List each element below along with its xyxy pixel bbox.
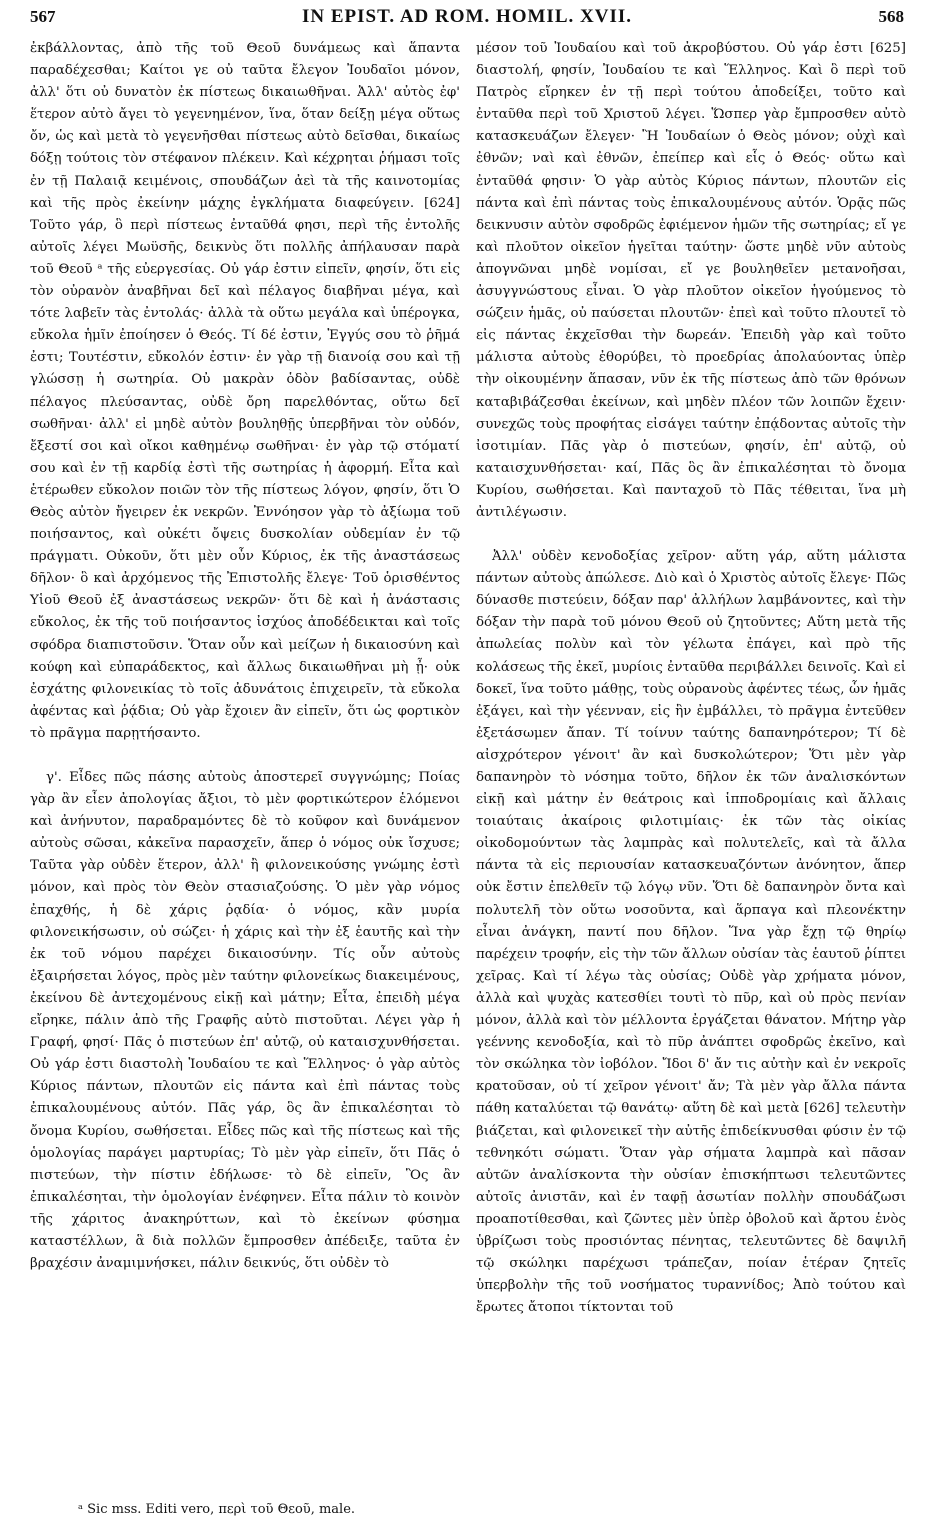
right-column xyxy=(476,38,906,1319)
right-paragraph-1: μέσον τοῦ Ἰουδαίου καὶ τοῦ ἀκροβύστου. Οὐ γάρ ἐστι [625] διαστολή, φησίν, Ἰουδαίου τε καὶ Ἕλληνος. Καὶ ὃ περὶ τοῦ Πατρὸς εἴρηκεν ἐν τῇ περὶ τούτου ἀποδείξει, τοῦτο καὶ ἐνταῦθα περὶ τοῦ Χριστοῦ λέγει. Ὥσπερ γὰρ ἔμπροσθεν αὐτὸ κατασκευάζων ἔλεγεν· Ἢ Ἰουδαίων ὁ Θεὸς μόνον; οὐχὶ καὶ ἐθνῶν; ναὶ καὶ ἐθνῶν, ἐπείπερ καὶ εἷς ὁ Θεός· οὕτω καὶ ἐνταῦθά φησιν· Ὁ γὰρ αὐτὸς Κύριος πάντων, πλουτῶν εἰς πάντα καὶ ἐπὶ πάντας τοὺς ἐπικαλουμένους αὐτόν. Ὁρᾷς πῶς δεικνυσιν αὐτὸν σφοδρῶς ἐφιέμενον ἡμῶν τῆς σωτηρίας; εἴ γε καὶ πλοῦτον οἰκεῖον ἡγεῖται ταύτην· ὥστε μηδὲ νῦν αὐτοὺς ἀπογνῶναι μηδὲ νομίσαι, εἴ γε βουληθεῖεν μετανοῆσαι, ἀσυγγνώστους εἶναι. Ὁ γὰρ πλοῦτον οἰκεῖον ἡγούμενος τὸ σώζειν ἡμᾶς, οὐ παύσεται πλουτῶν· ἐπεὶ καὶ τοῦτο πλουτεῖ τὸ εἰς πάντας ἐκχεῖσθαι τὴν δωρεάν. Ἐπειδὴ γὰρ καὶ τοῦτο μάλιστα αὐτοὺς ἐθορύβει, τὸ προεδρίας ἀπολαύοντας ὑπὲρ τὴν οἰκουμένην ἅπασαν, νῦν ἐκ τῆς πίστεως ἀπὸ τῶν θρόνων καταβιβάζεσθαι ἐκείνων, καὶ μηδὲν πλέον τῶν λοιπῶν ἔχειν· συνεχῶς τοὺς προφήτας εἰσάγει ταύτην ἐπᾴδοντας αὐτοῖς τὴν ἰσοτιμίαν. Πᾶς γὰρ ὁ πιστεύων, φησίν, ἐπ' αὐτῷ, οὐ καταισχυνθήσεται· καί, Πᾶς ὃς ἂν ἐπικαλέσηται τὸ ὄνομα Κυρίου, σωθήσεται. Καὶ πανταχοῦ τὸ Πᾶς τέθειται, ἵνα μὴ ἀντιλέγωσιν. xyxy=(476,41,906,520)
left-paragraph-2: γ'. Εἶδες πῶς πάσης αὐτοὺς ἀποστερεῖ συγγνώμης; Ποίας γὰρ ἂν εἶεν ἀπολογίας ἄξιοι, τὸ μὲν φορτικώτερον ἑλόμενοι καὶ ἀνήνυτον, παραδραμόντες δὲ τὸ κοῦφον καὶ δυνάμενον αὐτοὺς σῶσαι, κἀκεῖνα παρασχεῖν, ἅπερ ὁ νόμος οὐκ ἴσχυσε; Ταῦτα γὰρ οὐδὲν ἕτερον, ἀλλ' ἢ φιλονεικούσης γνώμης ἐστὶ μόνον, καὶ πρὸς τὸν Θεὸν στασιαζούσης. Ὁ μὲν γὰρ νόμος ἐπαχθής, ἡ δὲ χάρις ῥᾳδία· ὁ νόμος, κἂν μυρία φιλονεικήσωσιν, οὐ σώζει· ἡ χάρις καὶ τὴν ἐξ ἑαυτῆς καὶ τὴν ἐκ τοῦ νόμου παρέχει δικαιοσύνην. Τίς οὖν αὐτοὺς ἐξαιρήσεται λόγος, πρὸς μὲν ταύτην φιλονείκως διακειμένους, ἐκείνου δὲ ἀντεχομένους εἰκῇ καὶ μάτην; Εἶτα, ἐπειδὴ μέγα εἴρηκε, πάλιν ἀπὸ τῆς Γραφῆς αὐτὸ πιστοῦται. Λέγει γὰρ ἡ Γραφή, φησί· Πᾶς ὁ πιστεύων ἐπ' αὐτῷ, οὐ καταισχυνθήσεται. Οὐ γάρ ἐστι διαστολὴ Ἰουδαίου τε καὶ Ἕλληνος· ὁ γὰρ αὐτὸς Κύριος πάντων, πλουτῶν εἰς πάντα καὶ ἐπὶ πάντας τοὺς ἐπικαλουμένους αὐτόν. Πᾶς γάρ, ὃς ἂν ἐπικαλέσηται τὸ ὄνομα Κυρίου, σωθήσεται. Εἶδες πῶς καὶ τῆς πίστεως καὶ τῆς ὁμολογίας παράγει μαρτυρίας; Τὸ μὲν γὰρ εἰπεῖν, ὅτι Πᾶς ὁ πιστεύων, τὴν πίστιν ἐδήλωσε· τὸ δὲ εἰπεῖν, Ὃς ἂν ἐπικαλέσηται, τὴν ὁμολογίαν ἐνέφηνεν. Εἶτα πάλιν τὸ κοινὸν τῆς χάριτος ἀνακηρύττων, καὶ τὸ ἐκείνων φύσημα καταστέλλων, ἃ διὰ πολλῶν ἔμπροσθεν ἀπέδειξε, ταῦτα ἐν βραχέσιν ἀναμιμνήσκει, πάλιν δεικνύς, ὅτι οὐδὲν τὸ xyxy=(30,770,460,1272)
left-paragraph-1: ἐκβάλλοντας, ἀπὸ τῆς τοῦ Θεοῦ δυνάμεως καὶ ἅπαντα παραδέχεσθαι; Καίτοι γε οὐ ταῦτα ἔλεγον Ἰουδαῖοι μόνον, ἀλλ' ὅτι οὐ δυνατὸν ἐκ πίστεως δικαιωθῆναι. Ἀλλ' αὐτὸς ἐφ' ἕτερον αὐτὸ ἄγει τὸ γεγενημένον, ἵνα, ὅταν δείξῃ μέγα οὕτως ὄν, ὡς καὶ μετὰ τὸ γεγενῆσθαι πίστεως αὐτὸ δεῖσθαι, δικαίως δόξῃ τούτοις τὸν στέφανον πλέκειν. Καὶ κέχρηται ῥήμασι τοῖς ἐν τῇ Παλαιᾷ κειμένοις, σπουδάζων ἀεὶ τὰ τῆς καινοτομίας καὶ τῆς πρὸς ἐκείνην μάχης ἐγκλήματα διαφεύγειν. [624] Τοῦτο γάρ, ὃ περὶ πίστεως ἐνταῦθά φησι, περὶ τῆς ἐντολῆς αὐτοῖς λέγει Μωϋσῆς, δεικνὺς ὅτι πολλῆς ἀπήλαυσαν παρὰ τοῦ Θεοῦ ᵃ τῆς εὐεργεσίας. Οὐ γάρ ἐστιν εἰπεῖν, φησίν, ὅτι εἰς τὸν οὐρανὸν ἀναβῆναι δεῖ καὶ πέλαγος διαβῆναι μέγα, καὶ τότε λαβεῖν τὰς ἐντολάς· ἀλλὰ τὰ οὕτω μεγάλα καὶ ὑπέρογκα, εὔκολα ἡμῖν ἐποίησεν ὁ Θεός. Τί δέ ἐστιν, Ἐγγύς σου τὸ ῥῆμά ἐστι; Τουτέστιν, εὔκολόν ἐστιν· ἐν γὰρ τῇ διανοίᾳ σου καὶ τῇ γλώσσῃ ἡ σωτηρία. Οὐ μακρὰν ὁδὸν βαδίσαντας, οὐδὲ πέλαγος πλεύσαντας, οὐδὲ ὄρη παρελθόντας, οὕτω δεῖ σωθῆναι· ἀλλ' εἰ μηδὲ αὐτὸν βουληθῇς ὑπερβῆναι τὸν οὐδόν, ἔξεστί σοι καὶ οἴκοι καθημένῳ σωθῆναι· ἐν γὰρ τῷ στόματί σου καὶ ἐν τῇ καρδίᾳ ἐστὶ τῆς σωτηρίας ἡ ἀφορμή. Εἶτα καὶ ἑτέρωθεν εὔκολον ποιῶν τὸν τῆς πίστεως λόγον, φησίν, ὅτι Ὁ Θεὸς αὐτὸν ἤγειρεν ἐκ νεκρῶν. Ἐννόησον γὰρ τὸ ἀξίωμα τοῦ ποιήσαντος, καὶ οὐκέτι ὄψεις δυσκολίαν οὐδεμίαν ἐν τῷ πράγματι. Οὐκοῦν, ὅτι μὲν οὖν Κύριος, ἐκ τῆς ἀναστάσεως δῆλον· ὃ καὶ ἀρχόμενος τῆς Ἐπιστολῆς ἔλεγε· Τοῦ ὁρισθέντος Υἱοῦ Θεοῦ ἐξ ἀναστάσεως νεκρῶν· ὅτι δὲ καὶ ἡ ἀνάστασις εὔκολος, ἐκ τῆς τοῦ ποιήσαντος ἰσχύος ἀποδέδεικται καὶ τοῖς σφόδρα διαπιστοῦσιν. Ὅταν οὖν καὶ μείζων ἡ δικαιοσύνη καὶ κούφη καὶ εὐπαράδεκτος, καὶ ἄλλως δικαιωθῆναι μὴ ᾖ· οὐκ ἐσχάτης φιλονεικίας τὸ τοῖς ἀδυνάτοις ἐπιχειρεῖν, τὰ εὔκολα ἀφέντας καὶ ῥᾴδια; Οὐ γὰρ ἔχοιεν ἂν εἰπεῖν, ὅτι ὡς φορτικὸν τὸ πρᾶγμα παρῃτήσαντο. xyxy=(30,41,460,741)
left-page-number: 567 xyxy=(30,7,56,26)
right-paragraph-2: Ἀλλ' οὐδὲν κενοδοξίας χεῖρον· αὕτη γάρ, αὕτη μάλιστα πάντων αὐτοὺς ἀπώλεσε. Διὸ καὶ ὁ Χριστὸς αὐτοῖς ἔλεγε· Πῶς δύνασθε πιστεύειν, δόξαν παρ' ἀλλήλων λαμβάνοντες, καὶ τὴν δόξαν τὴν παρὰ τοῦ μόνου Θεοῦ οὐ ζητοῦντες; Αὕτη μετὰ τῆς ἀπωλείας πολὺν καὶ τὸν γέλωτα ἐπάγει, καὶ πρὸ τῆς κολάσεως τῆς ἐκεῖ, μυρίοις ἐνταῦθα περιβάλλει δεινοῖς. Καὶ εἰ δοκεῖ, ἵνα τοῦτο μάθῃς, τοὺς οὐρανοὺς ἀφέντες τέως, ὧν ἡμᾶς ἐξάγει, καὶ τὴν γέενναν, εἰς ἣν ἐμβάλλει, τὸ πρᾶγμα ἐντεῦθεν ἐξετάσωμεν ἄπαν. Τί τοίνυν ταύτης δαπανηρότερον; Τί δὲ αἰσχρότερον γένοιτ' ἂν καὶ δυσκολώτερον; Ὅτι μὲν γὰρ δαπανηρὸν τὸ νόσημα τοῦτο, δῆλον ἐκ τῶν ἀναλισκόντων εἰκῇ καὶ μάτην ἐν θεάτροις καὶ ἱπποδρομίαις καὶ ἄλλαις τοιαύταις ἀκαίροις φιλοτιμίαις· ἐκ τῶν τὰς οἰκίας οἰκοδομούντων τὰς λαμπρὰς καὶ πολυτελεῖς, καὶ τὰ ἄλλα πάντα τὰ εἰς περιουσίαν κατασκευαζόντων ἀνόνητον, ἅπερ οὐκ ἔστιν ἐπελθεῖν τῷ λόγῳ νῦν. Ὅτι δὲ δαπανηρὸν ὄντα καὶ πολυτελῆ τὸν οὕτω νοσοῦντα, καὶ ἅρπαγα καὶ πλεονέκτην εἶναι ἀνάγκη, παντί που δῆλον. Ἵνα γὰρ ἔχῃ τῷ θηρίῳ παρέχειν τροφήν, εἰς τὴν τῶν ἄλλων οὐσίαν τὰς ἑαυτοῦ ῥίπτει χεῖρας. Καὶ τί λέγω τὰς οὐσίας; Οὐδὲ γὰρ χρήματα μόνον, ἀλλὰ καὶ ψυχὰς κατεσθίει τουτὶ τὸ πῦρ, καὶ οὐ πρὸς πενίαν μόνον, ἀλλὰ καὶ τὸν μέλλοντα ἐργάζεται θάνατον. Μήτηρ γὰρ γεέννης κενοδοξία, καὶ τὸ πῦρ ἀνάπτει σφοδρῶς ἐκεῖνο, καὶ τὸν σκώληκα τὸν ἰοβόλον. Ἴδοι δ' ἄν τις αὐτὴν καὶ ἐν νεκροῖς κρατοῦσαν, οὐ τί χεῖρον γένοιτ' ἄν; Τὰ μὲν γὰρ ἄλλα πάντα πάθη καταλύεται τῷ θανάτῳ· αὕτη δὲ καὶ μετὰ [626] τελευτὴν βιάζεται, καὶ φιλονεικεῖ τὴν αὐτῆς ἐπιδείκνυσθαι φύσιν ἐν τῷ τεθνηκότι σώματι. Ὅταν γὰρ σήματα λαμπρὰ καὶ πᾶσαν αὐτῶν ἀναλίσκοντα τὴν οὐσίαν ἐπισκήπτωσι τελευτῶντες αὐτοῖς ἀνιστᾶν, καὶ ἐν ταφῇ ἀσωτίαν πολλὴν σπουδάζωσι προαποτίθεσθαι, καὶ ζῶντες μὲν ὑπὲρ ὀβολοῦ καὶ ἄρτου ἑνὸς ὑβρίζωσι τοὺς προσιόντας πένητας, τελευτῶντες δὲ δαψιλῆ τῷ σκώληκι παρέχωσι τράπεζαν, ποίαν ἑτέραν ζητεῖς ὑπερβολὴν τῆς τοῦ νοσήματος τυραννίδος; Ἀπὸ τούτου καὶ ἔρωτες ἄτοποι τίκτονται τοῦ xyxy=(476,549,906,1316)
right-page-number: 568 xyxy=(878,7,904,26)
running-header xyxy=(30,6,904,36)
running-title: IN EPIST. AD ROM. HOMIL. XVII. xyxy=(302,6,632,27)
footnote: ᵃ Sic mss. Editi vero, περὶ τοῦ Θεοῦ, male. xyxy=(78,1502,356,1517)
left-column xyxy=(30,38,460,1275)
